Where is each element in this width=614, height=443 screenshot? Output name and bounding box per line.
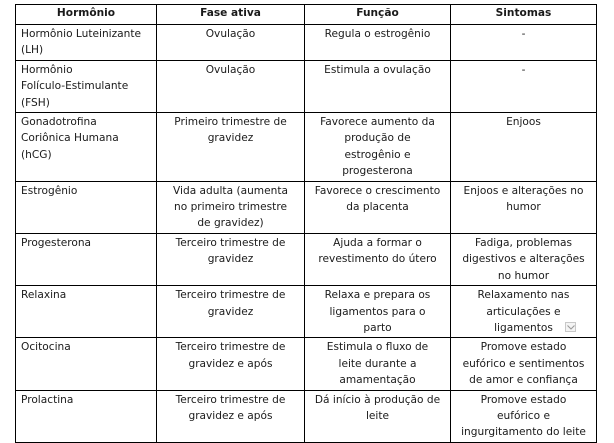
cell-hormone[interactable]	[16, 233, 157, 285]
cell-function-text: Dá início à produção de leite	[314, 393, 441, 422]
cell-hormone-text: Progesterona	[21, 236, 92, 249]
cell-function[interactable]	[305, 60, 451, 112]
cell-hormone-text: Estrogênio	[21, 184, 78, 197]
cell-hormone[interactable]	[16, 286, 157, 338]
cell-symptoms-text: -	[521, 28, 526, 40]
cell-hormone-text: Hormônio Luteinizante (LH)	[21, 28, 142, 57]
cell-function[interactable]	[305, 233, 451, 285]
cell-phase-text: Vida adulta (aumenta no primeiro trimestre de gravidez)	[173, 184, 288, 230]
cell-phase[interactable]	[157, 113, 305, 182]
cell-symptoms-text: -	[521, 63, 526, 76]
cell-hormone[interactable]	[16, 25, 157, 61]
cell-phase-text: Ovulação	[205, 28, 256, 40]
table-row	[16, 390, 597, 442]
header-row	[16, 5, 597, 25]
header-hormone: Hormônio	[16, 5, 157, 25]
hormone-table	[15, 4, 597, 443]
cell-function-text: Relaxa e prepara os ligamentos para o parto	[324, 289, 431, 334]
cell-symptoms-text: Fadiga, problemas digestivos e alterações no humor	[462, 236, 585, 282]
cell-phase-text: Primeiro trimestre de gravidez	[174, 116, 287, 145]
cell-phase-text: Terceiro trimestre de gravidez e após	[175, 393, 286, 422]
cell-function-text: Ajuda a formar o revestimento do útero	[318, 236, 437, 266]
cell-symptoms[interactable]	[451, 390, 597, 442]
table-row	[16, 25, 597, 61]
cell-function-text: Regula o estrogênio	[324, 28, 431, 40]
cell-phase-text: Terceiro trimestre de gravidez	[175, 289, 286, 318]
cell-phase-text: Terceiro trimestre de gravidez e após	[175, 341, 286, 370]
header-function: Função	[305, 5, 451, 25]
header-phase: Fase ativa	[157, 5, 305, 25]
table-row	[16, 286, 597, 338]
cell-symptoms-text: Enjoos	[506, 116, 541, 129]
cell-hormone-text: Ocitocina	[21, 341, 71, 354]
cell-symptoms[interactable]	[451, 113, 597, 182]
cell-symptoms[interactable]	[451, 25, 597, 61]
cell-hormone[interactable]	[16, 113, 157, 182]
cell-hormone[interactable]	[16, 181, 157, 233]
cell-hormone-text: Prolactina	[21, 393, 74, 406]
cell-phase[interactable]	[157, 181, 305, 233]
cell-phase[interactable]	[157, 233, 305, 285]
cell-symptoms-text: Enjoos e alterações no humor	[463, 184, 584, 214]
cell-function-text: Estimula a ovulação	[324, 63, 431, 76]
cell-function[interactable]	[305, 286, 451, 338]
cell-symptoms[interactable]	[451, 233, 597, 285]
chevron-down-icon	[567, 325, 575, 330]
cell-symptoms[interactable]	[451, 338, 597, 390]
table-row	[16, 338, 597, 390]
cell-symptoms-text: Promove estado eufórico e sentimentos de amor e confiança	[462, 341, 585, 387]
cell-hormone-text: Gonadotrofina Coriônica Humana (hCG)	[21, 116, 119, 161]
cell-function-text: Favorece o crescimento da placenta	[314, 184, 441, 214]
cell-hormone-text: Hormônio Folículo-Estimulante (FSH)	[21, 63, 129, 109]
cell-phase-text: Terceiro trimestre de gravidez	[175, 236, 286, 266]
cell-phase[interactable]	[157, 390, 305, 442]
cell-hormone-text: Relaxina	[21, 289, 67, 302]
cell-function-text: Estimula o fluxo de leite durante a amamentação	[326, 341, 429, 387]
cell-phase[interactable]	[157, 286, 305, 338]
cell-function[interactable]	[305, 338, 451, 390]
cell-hormone[interactable]	[16, 338, 157, 390]
cell-symptoms-text: Relaxamento nas articulações e ligamentos	[477, 289, 570, 334]
cell-hormone[interactable]	[16, 60, 157, 112]
table-row	[16, 60, 597, 112]
cell-symptoms-text: Promove estado eufórico e ingurgitamento do leite	[461, 393, 586, 439]
cell-phase[interactable]	[157, 25, 305, 61]
cell-function[interactable]	[305, 113, 451, 182]
cell-phase[interactable]	[157, 338, 305, 390]
cell-hormone[interactable]	[16, 390, 157, 442]
cell-function-text: Favorece aumento da produção de estrogênio e progesterona	[320, 116, 435, 178]
cell-phase[interactable]	[157, 60, 305, 112]
table-row	[16, 181, 597, 233]
cell-function[interactable]	[305, 25, 451, 61]
table-row	[16, 233, 597, 285]
header-symptoms: Sintomas	[451, 5, 597, 25]
cell-function[interactable]	[305, 181, 451, 233]
cell-dropdown-button[interactable]	[565, 322, 576, 332]
table-row	[16, 113, 597, 182]
cell-symptoms[interactable]	[451, 60, 597, 112]
cell-symptoms[interactable]	[451, 181, 597, 233]
cell-phase-text: Ovulação	[205, 63, 256, 76]
cell-function[interactable]	[305, 390, 451, 442]
